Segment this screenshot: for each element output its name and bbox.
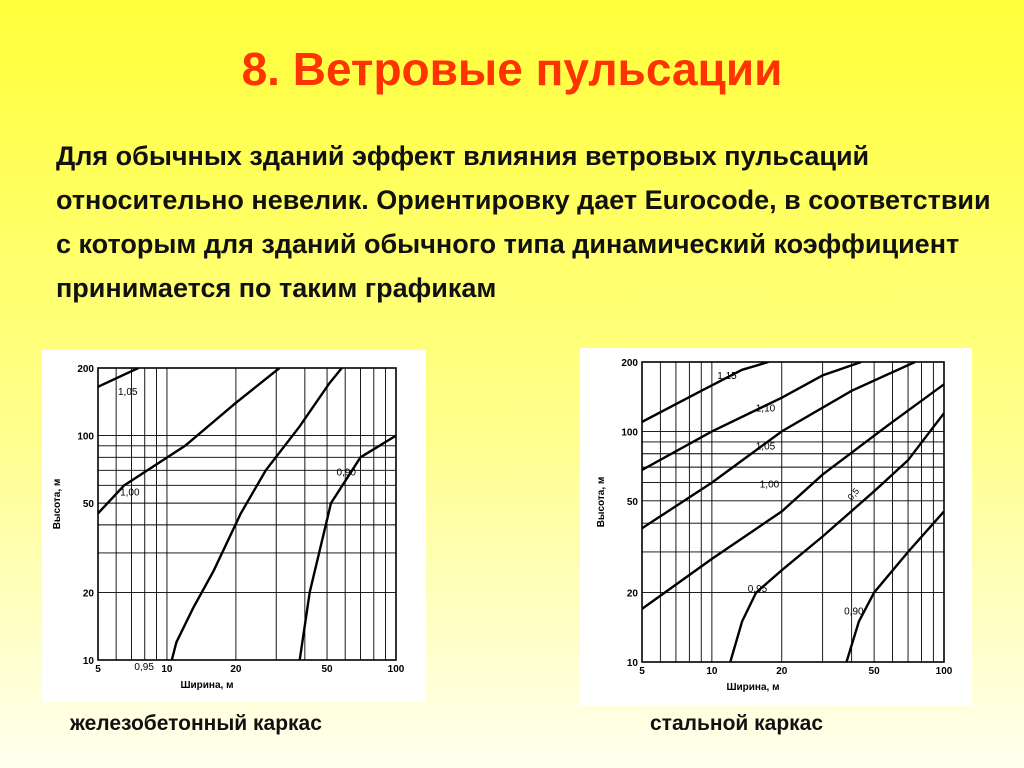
y-tick-label: 20 [82,588,94,600]
x-tick-label: 5 [95,664,101,675]
y-tick-label: 10 [626,658,638,669]
series-line-0-90 [847,511,945,662]
x-tick-label: 5 [639,666,645,677]
series-label: 1,00 [759,479,780,491]
y-tick-label: 20 [626,588,638,600]
slide-title: 8. Ветровые пульсации [241,43,783,95]
series-label: 0,95 [747,584,768,596]
slide-body-text: Для обычных зданий эффект влияния ветровых пульсаций относительно невелик. Ориентировку дает Eurocode, в соответствии с которым для зданий обычного типа динамический коэффициент принимается по таким графикам [56,141,991,303]
caption-reinforced-concrete: железобетонный каркас [70,712,322,735]
x-tick-label: 50 [868,666,880,677]
x-tick-label: 20 [230,664,242,675]
series-label: 1,05 [755,441,776,453]
series-line-1-00 [642,384,944,609]
x-tick-label: 10 [706,666,718,677]
y-tick-label: 10 [82,656,94,667]
series-label: 0,90 [844,606,864,618]
y-tick-label: 100 [77,431,94,443]
series-label: 0,90 [336,467,356,479]
series-label: 1,10 [755,403,776,415]
chart-svg [42,350,426,702]
series-line-0-95 [172,368,342,660]
y-tick-label: 100 [621,427,638,439]
chart-steel [580,348,972,706]
x-axis-label: Ширина, м [726,682,780,693]
caption-steel: стальной каркас [650,712,824,735]
x-tick-label: 50 [321,664,333,675]
y-axis-label: Высота, м [596,476,607,528]
plot-frame [98,368,396,660]
plot-frame [642,362,944,662]
chart-svg [580,348,972,706]
series-label: 1,00 [120,487,140,499]
series-label: 0,95 [134,662,154,674]
series-line-1-05 [98,368,138,387]
y-axis-label: Высота, м [52,478,63,530]
x-axis-label: Ширина, м [180,680,234,691]
x-tick-label: 100 [935,666,953,677]
x-tick-label: 20 [776,666,788,677]
curve-annotation: 0,5 [845,486,862,503]
y-tick-label: 50 [626,496,638,508]
series-label: 1,15 [717,370,737,382]
chart-reinforced-concrete [42,350,426,702]
y-tick-label: 200 [621,358,638,369]
y-tick-label: 200 [77,364,94,375]
x-tick-label: 100 [387,664,405,675]
x-tick-label: 10 [161,664,173,675]
y-tick-label: 50 [82,499,94,511]
series-label: 1,05 [118,386,138,398]
